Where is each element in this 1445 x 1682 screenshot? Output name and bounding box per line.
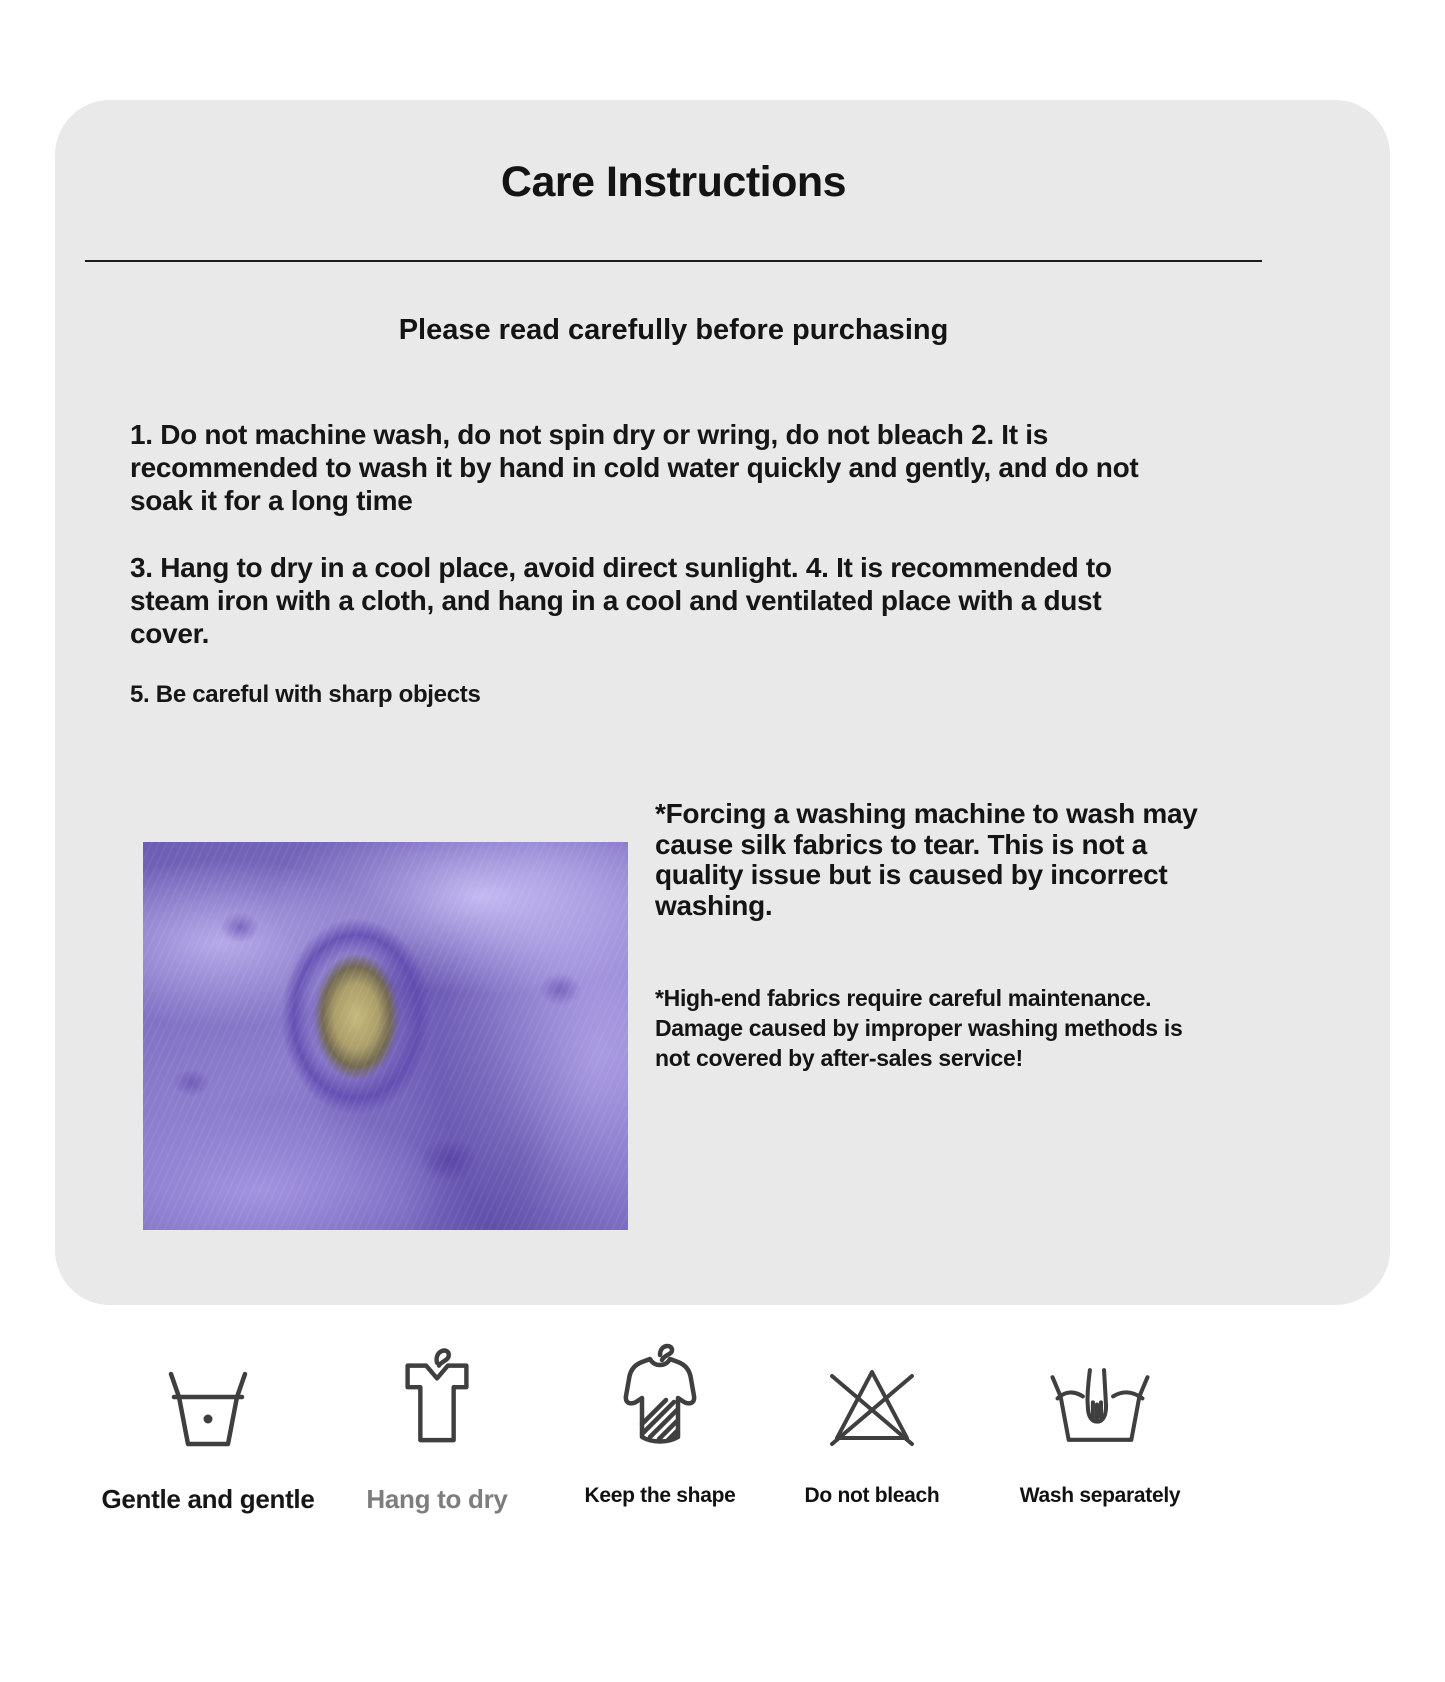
page-title: Care Instructions — [500, 158, 847, 206]
title-divider-line — [85, 260, 1262, 262]
hand-wash-separately-icon — [1044, 1360, 1156, 1456]
care-symbol-hang-dry — [325, 1328, 549, 1515]
subtitle: Please read carefully before purchasing — [398, 314, 949, 346]
care-symbol-label: Wash separately — [1019, 1484, 1181, 1507]
care-symbol-label: Do not bleach — [804, 1484, 940, 1507]
gentle-wash-basin-icon — [158, 1364, 258, 1456]
care-symbol-keep-shape — [548, 1328, 772, 1508]
care-symbol-wash-separately — [988, 1328, 1212, 1508]
do-not-bleach-triangle-icon — [822, 1356, 922, 1456]
warning-secondary: *High-end fabrics require careful maintenance. Damage caused by improper washing methods is not covered by after-sales service! — [655, 985, 1183, 1071]
fabric-photo — [143, 842, 628, 1230]
care-symbol-no-bleach — [760, 1328, 984, 1508]
warning-primary: *Forcing a washing machine to wash may cause silk fabrics to tear. This is not a quality issue but is caused by incorrect washing. — [655, 798, 1198, 921]
instruction-paragraph-1: 1. Do not machine wash, do not spin dry or wring, do not bleach 2. It is recommended to wash it by hand in cold water quickly and gently, and do not soak it for a long time — [130, 419, 1139, 517]
instruction-paragraph-2: 3. Hang to dry in a cool place, avoid direct sunlight. 4. It is recommended to steam iron with a cloth, and hang in a cool and ventilated place with a dust cover. — [130, 552, 1112, 650]
hang-to-dry-shirt-icon — [388, 1338, 486, 1456]
care-symbol-gentle-wash — [96, 1328, 320, 1515]
care-symbol-label: Keep the shape — [584, 1484, 736, 1507]
care-symbol-label: Hang to dry — [366, 1484, 508, 1514]
keep-shape-garment-icon — [610, 1336, 710, 1456]
instruction-paragraph-3: 5. Be careful with sharp objects — [130, 681, 481, 708]
care-symbol-label: Gentle and gentle — [101, 1484, 315, 1514]
